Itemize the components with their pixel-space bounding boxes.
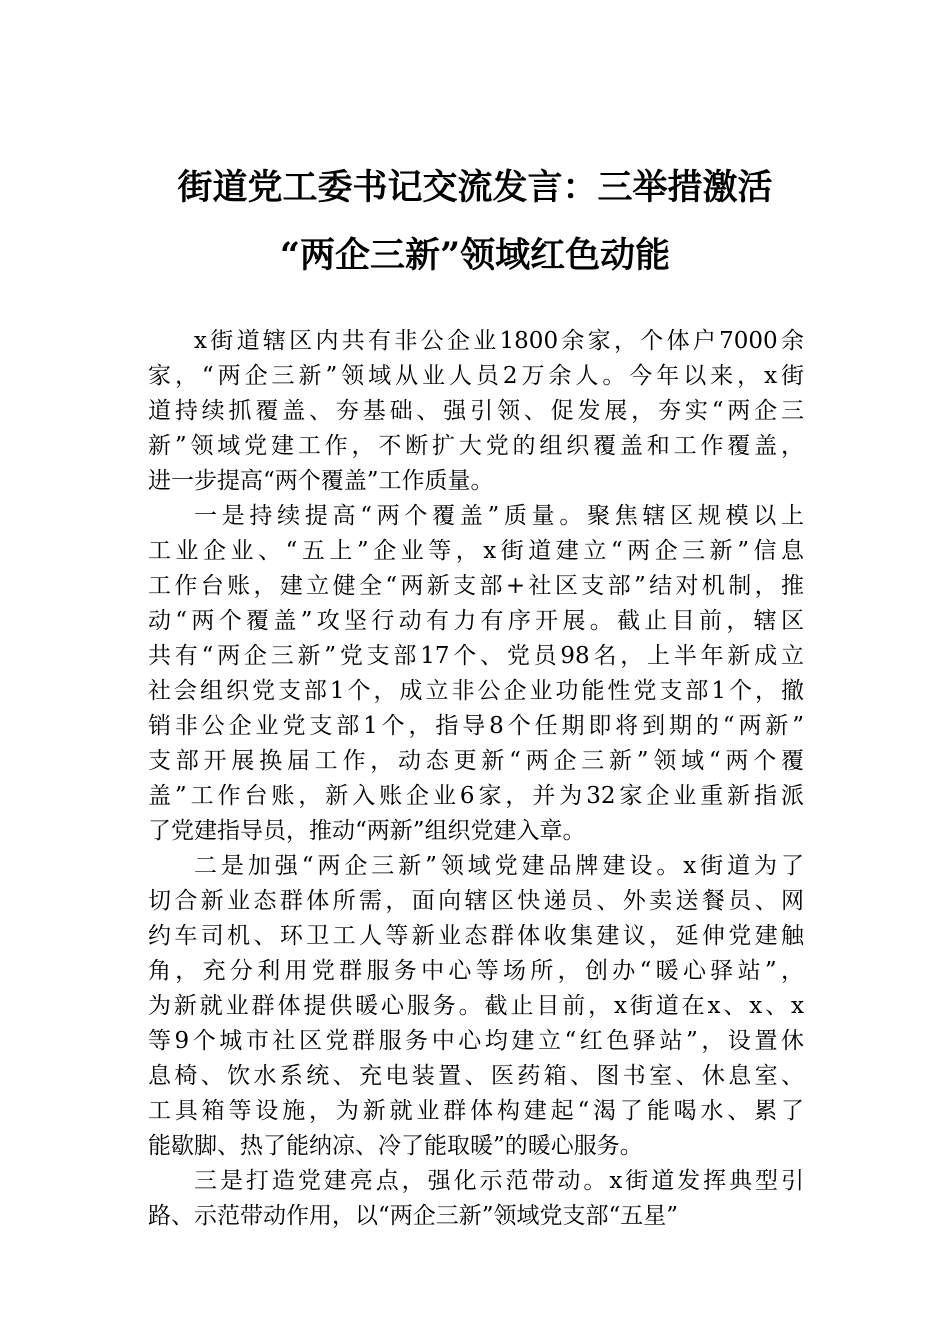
paragraph-line: 社会组织党支部1个，成立非公企业功能性党支部1个，撤 bbox=[148, 678, 804, 704]
body-paragraph bbox=[148, 849, 804, 1164]
paragraph-line: 角，充分利用党群服务中心等场所，创办“暖心驿站”， bbox=[148, 958, 804, 984]
paragraph-line: 家，“两企三新”领域从业人员2万余人。今年以来，x街 bbox=[148, 363, 804, 389]
paragraph-line: 为新就业群体提供暖心服务。截止目前，x街道在x、x、x bbox=[148, 993, 804, 1019]
paragraph-line: 销非公企业党支部1个，指导8个任期即将到期的“两新” bbox=[148, 713, 804, 739]
paragraph-line: 盖”工作台账，新入账企业6家，并为32家企业重新指派 bbox=[148, 783, 804, 809]
paragraph-line: 二是加强“两企三新”领域党建品牌建设。x街道为了 bbox=[194, 853, 804, 879]
paragraph-line: 约车司机、环卫工人等新业态群体收集建议，延伸党建触 bbox=[148, 923, 804, 949]
paragraph-line: 进一步提高“两个覆盖”工作质量。 bbox=[148, 468, 494, 494]
paragraph-line: 息椅、饮水系统、充电装置、医药箱、图书室、休息室、 bbox=[148, 1063, 804, 1089]
paragraph-line: x街道辖区内共有非公企业1800余家，个体户7000余 bbox=[194, 328, 804, 354]
paragraph-line: 工具箱等设施，为新就业群体构建起“渴了能喝水、累了 bbox=[148, 1098, 804, 1124]
paragraph-line: 了党建指导员，推动“两新”组织党建入章。 bbox=[148, 818, 586, 844]
document-body bbox=[148, 324, 804, 1234]
paragraph-line: 三是打造党建亮点，强化示范带动。x街道发挥典型引 bbox=[194, 1168, 804, 1194]
paragraph-line: 路、示范带动作用，以“两企三新”领域党支部“五星” bbox=[148, 1203, 679, 1229]
document-title-line-1: 街道党工委书记交流发言：三举措激活 bbox=[177, 167, 773, 208]
paragraph-line: 能歇脚、热了能纳凉、冷了能取暖”的暖心服务。 bbox=[148, 1133, 643, 1159]
paragraph-line: 共有“两企三新”党支部17个、党员98名，上半年新成立 bbox=[148, 643, 804, 669]
body-paragraph bbox=[148, 1164, 804, 1234]
paragraph-line: 道持续抓覆盖、夯基础、强引领、促发展，夯实“两企三 bbox=[148, 398, 804, 424]
document-title-line-2: “两企三新”领域红色动能 bbox=[279, 235, 671, 276]
body-paragraph bbox=[148, 499, 804, 849]
paragraph-line: 工作台账，建立健全“两新支部+社区支部”结对机制，推 bbox=[148, 573, 804, 599]
body-paragraph bbox=[148, 324, 804, 499]
paragraph-line: 切合新业态群体所需，面向辖区快递员、外卖送餐员、网 bbox=[148, 888, 804, 914]
paragraph-line: 等9个城市社区党群服务中心均建立“红色驿站”，设置休 bbox=[148, 1028, 804, 1054]
paragraph-line: 工业企业、“五上”企业等，x街道建立“两企三新”信息 bbox=[148, 538, 804, 564]
paragraph-line: 新”领域党建工作，不断扩大党的组织覆盖和工作覆盖， bbox=[148, 433, 804, 459]
paragraph-line: 支部开展换届工作，动态更新“两企三新”领域“两个覆 bbox=[148, 748, 804, 774]
paragraph-line: 一是持续提高“两个覆盖”质量。聚焦辖区规模以上 bbox=[194, 503, 804, 529]
paragraph-line: 动“两个覆盖”攻坚行动有力有序开展。截止目前，辖区 bbox=[148, 608, 804, 634]
